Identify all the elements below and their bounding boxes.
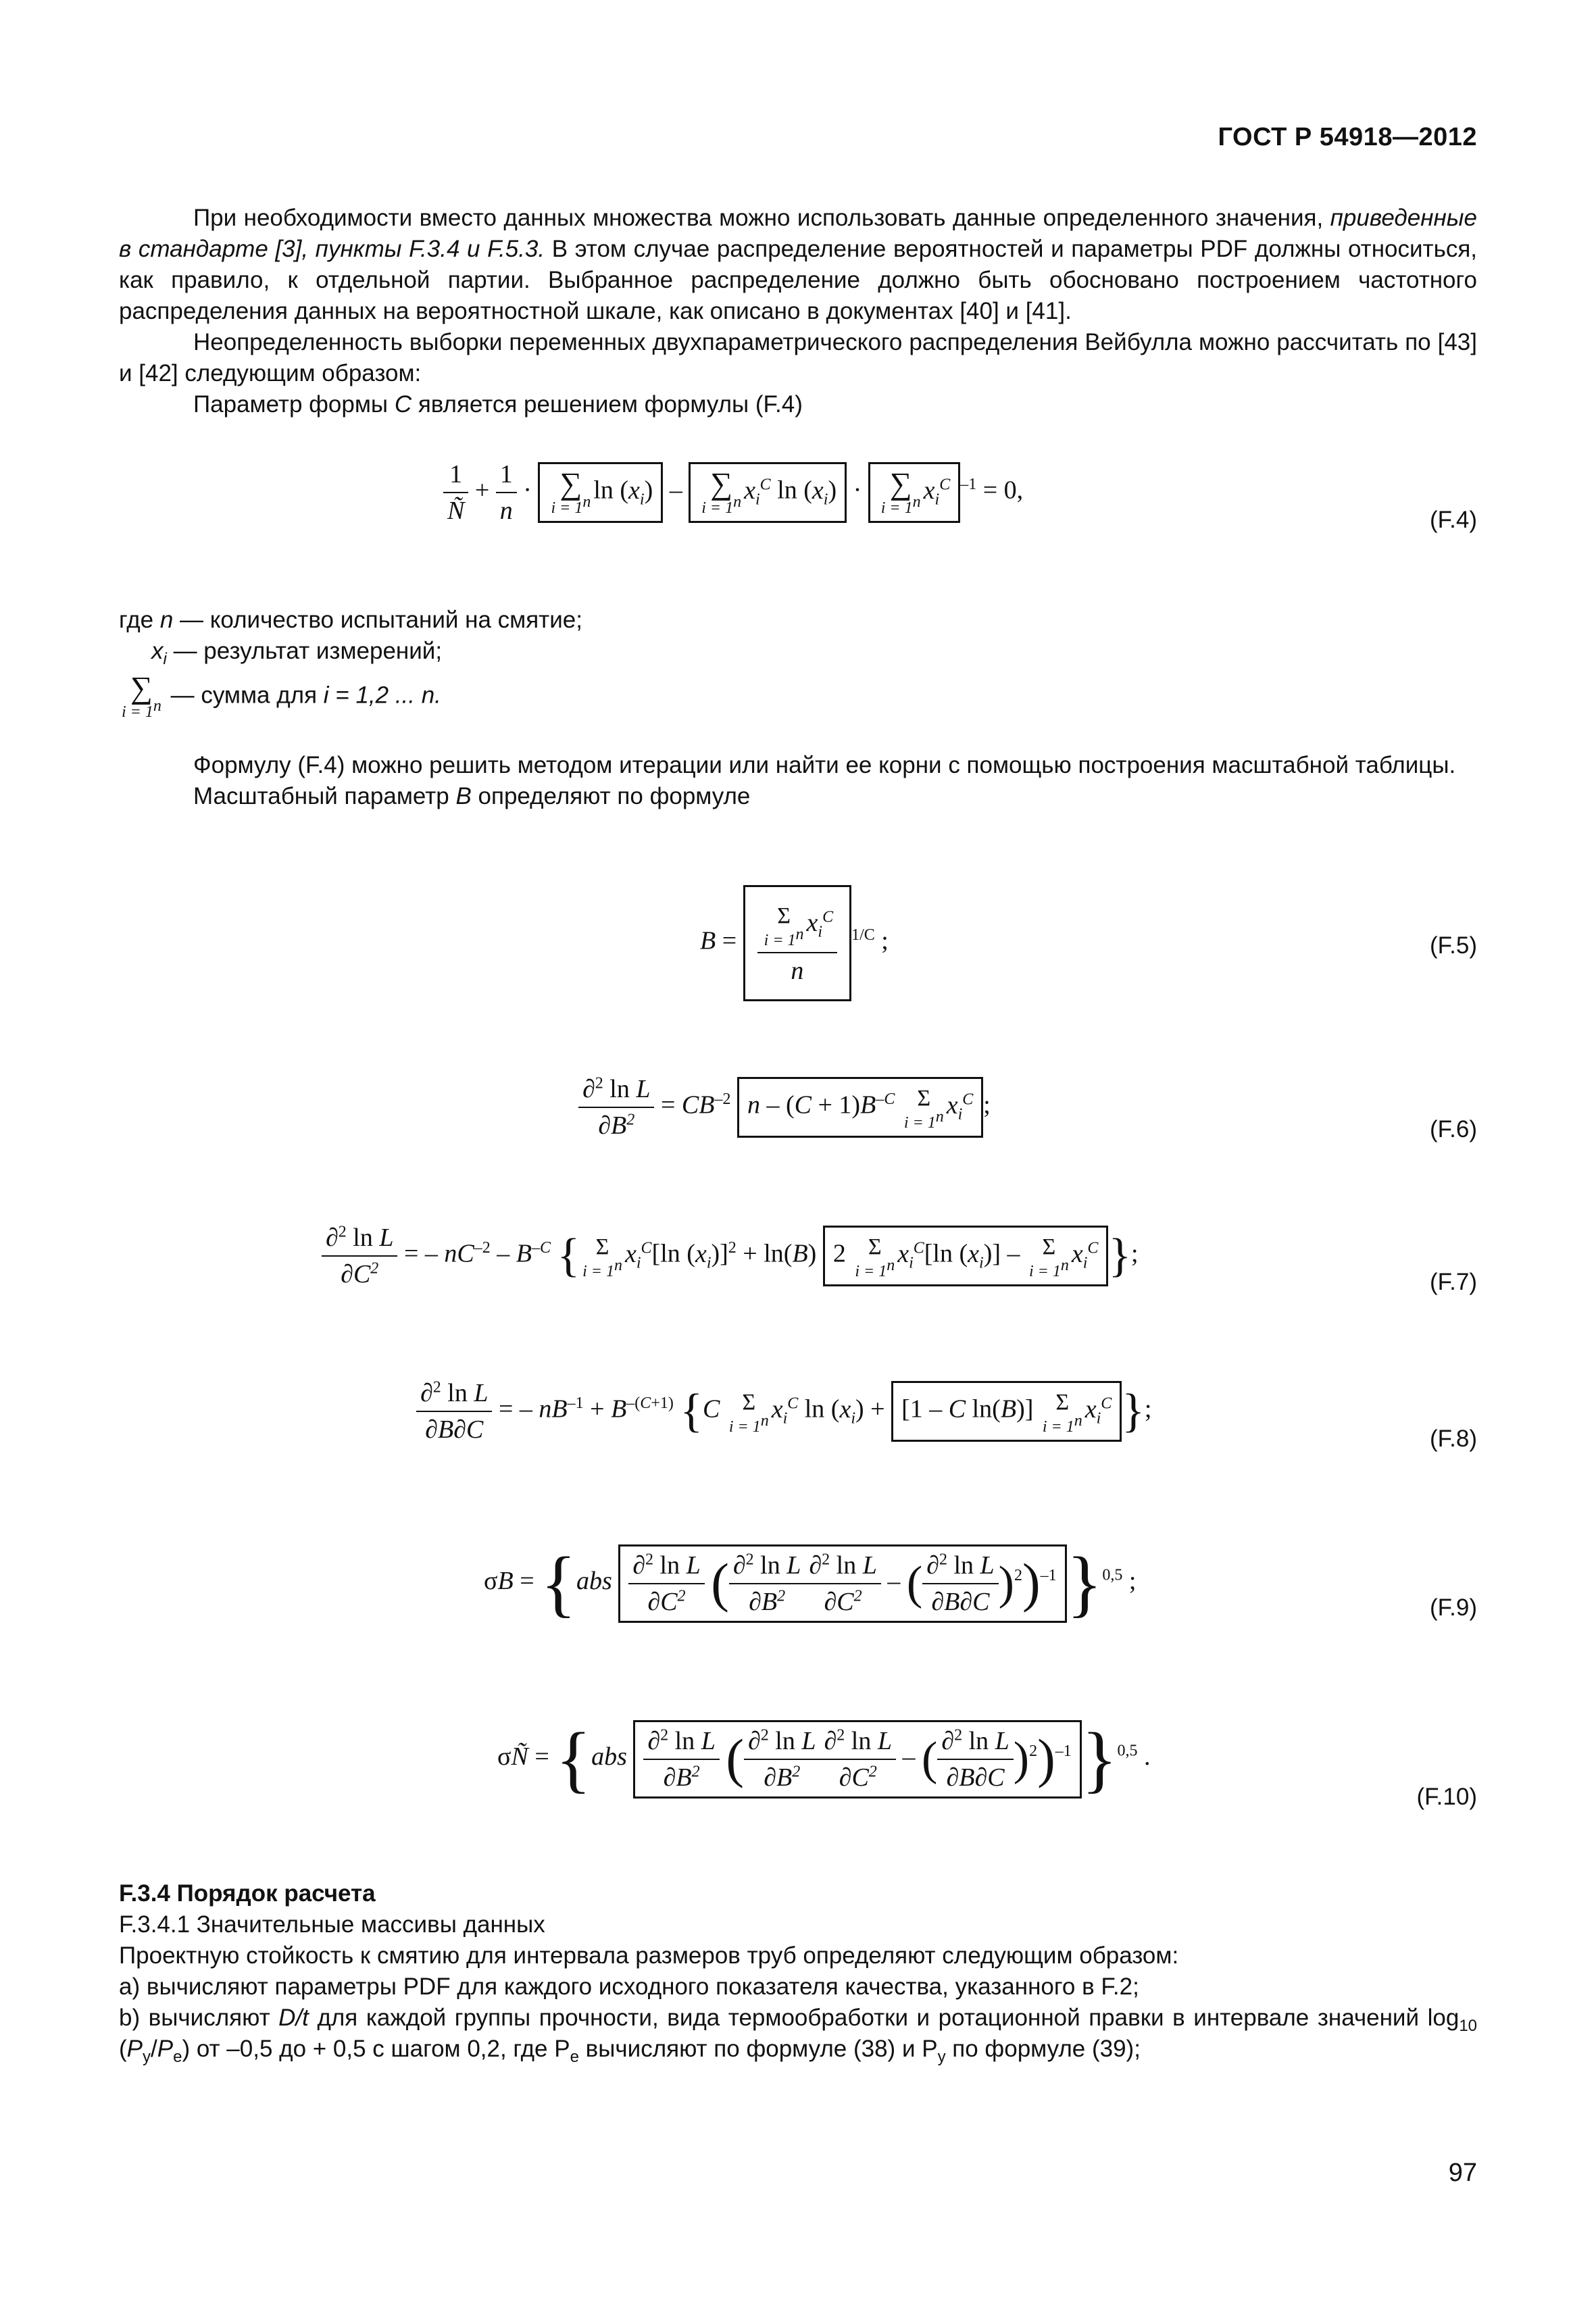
section-f34 — [119, 1878, 1477, 2065]
section-title: F.3.4 Порядок расчета — [119, 1880, 376, 1907]
equation-number: (F.7) — [1430, 1269, 1477, 1295]
paragraph: При необходимости вместо данных множества можно использовать данные определенного значения, приведенные в стандарте [3], пункты F.3.4 и F.5.3. В этом случае распределение вероятностей и параметры PDF должны относиться, как правило, к отдельной партии. Выбранное распределение должно быть обосновано построением частотного распределения данных на вероятностной шкале, как описано в документах [40] и [41]. — [119, 205, 1477, 324]
equation-f8: $\frac{\partial^2 \ln L}{\partial B\partial C}$ = – $nB^{-1} + B^{-(C+1)}$ {C Σ $i = 1^n$ $x_i^C$ $\ln (x_i) + [1 - C$ ln(B)] Σ $i = 1^n$ $x_i^C$ }; (F.8) — [119, 1378, 1477, 1486]
equation-f6: $\frac{\partial^2 \ln L}{\partial B^2}$ = $CB^{-2}$ $n - (C + 1)B^{-C}$ Σ $i = 1^n$ $x_i^C$ ; (F.6) — [119, 1074, 1477, 1176]
equation-number: (F.4) — [1430, 507, 1477, 533]
text-block: Формулу (F.4) можно решить методом итерации или найти ее корни с помощью построения масштабной таблицы. Масштабный параметр B определяют по формуле — [193, 752, 1456, 809]
paragraph: Параметр формы C является решением формулы (F.4) — [193, 391, 803, 418]
paragraph: Проектную стойкость к смятию для интервала размеров труб определяют следующим образом: — [119, 1942, 1179, 1969]
where-clause: где n — количество испытаний на смятие; $x_i$ — результат измерений; ∑ $i = 1^n$ — сумма для i = 1,2 ... n. — [119, 607, 582, 721]
equation-number: (F.6) — [1430, 1116, 1477, 1142]
equation-f10: σÑ = {abs $\frac{\partial^2 \ln L}{\partial B^2}$ ( $\frac{\partial^2 \ln L}{\partial B^2}$ $\frac{\partial^2 \ln L}{\partial C^2}$ – ( $\frac{\partial^2 \ln L}{\partial B\partial C}$ )$^2$)$^{-1}$ }$^{0,5}$ . (F.10) — [497, 1717, 1477, 1810]
equation-number: (F.10) — [1416, 1784, 1477, 1810]
equation-f9: σB = {abs $\frac{\partial^2 \ln L}{\partial C^2}$ ( $\frac{\partial^2 \ln L}{\partial B^2}$ $\frac{\partial^2 \ln L}{\partial C^2}$ – ( $\frac{\partial^2 \ln L}{\partial B\partial C}$ )$^2$)$^{-1}$ }$^{0,5}$ ; (F.9) — [484, 1542, 1477, 1624]
equation-f4: $\frac{1}{Ñ}$ + $\frac{1}{n}$ · ∑ $i = 1^n$ $\ln (x_i)$ – ∑ $i = 1^n$ $x_i^C$ $\ln (x_i)$ · ∑ $i = 1^n$ $x_i^C$ $^{-1}$ = 0, (F.4) — [119, 459, 1477, 561]
equation-number: (F.8) — [1430, 1426, 1477, 1452]
subsection-title: F.3.4.1 Значительные массивы данных — [119, 1911, 545, 1938]
equation-number: (F.5) — [1430, 932, 1477, 959]
page-number: 97 — [1448, 2159, 1477, 2187]
intro-text — [119, 203, 1477, 420]
equation-f7: $\frac{\partial^2 \ln L}{\partial C^2}$ = – $nC^{-2} - B^{-C}$ { Σ $i = 1^n$ $x_i^C[\ln$ $(x_i)]^2 + \ln(B)$ 2 Σ $i = 1^n$ $x_i^C[\ln$ $(x_i)$] – Σ $i = 1^n$ $x_i^C$ }; (F.7) — [119, 1223, 1477, 1331]
paragraph: Неопределенность выборки переменных двухпараметрического распределения Вейбулла можно рассчитать по [43] и [42] следующим образом: — [119, 329, 1477, 386]
standard-header: ГОСТ Р 54918—2012 — [1218, 123, 1477, 151]
list-item: b) вычисляют D/t для каждой группы прочности, вида термообработки и ротационной правки в интервале значений $\log_{10} (P_y/P_e)$ от –0,5 до + 0,5 с шагом 0,2, где $P_e$ вычисляют по формуле (38) и $P_y$ по формуле (39); — [119, 2005, 1478, 2066]
list-item: а) вычисляют параметры PDF для каждого исходного показателя качества, указанного в F.2; — [119, 1973, 1139, 2000]
equation-f5: B = Σ $i = 1^n$ $x_i^C$ n $^{1/C}$ ; (F.5) — [119, 878, 1477, 1034]
equation-number: (F.9) — [1430, 1594, 1477, 1621]
